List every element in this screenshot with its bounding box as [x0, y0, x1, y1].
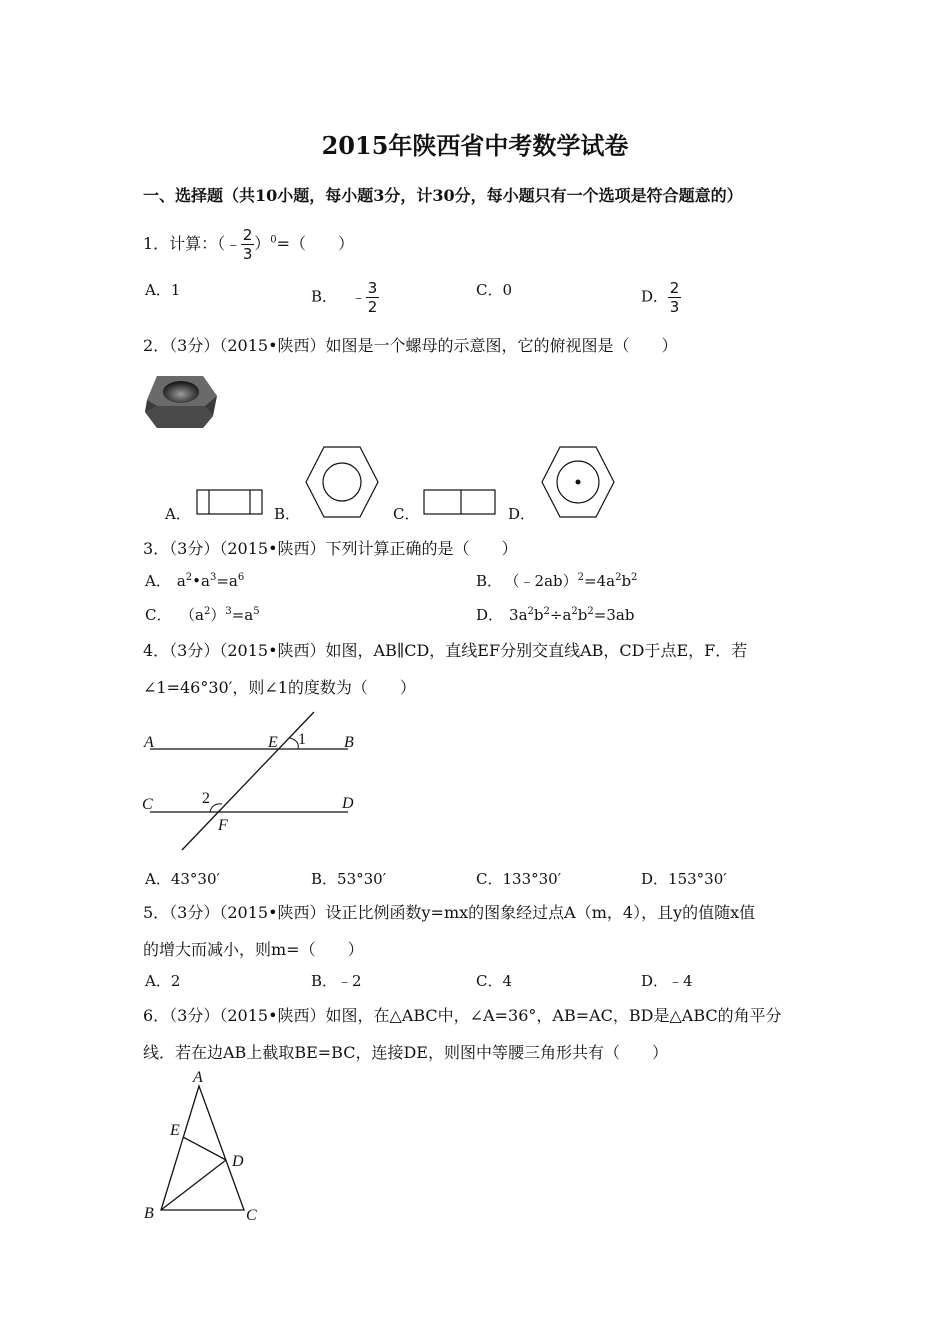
q4-label-c: C	[142, 796, 153, 813]
q2-option-d: D．	[508, 505, 536, 523]
question-5-line1: 5．（3分）（2015•陕西）设正比例函数y=mx的图象经过点A（m，4），且y的值随x值	[143, 903, 756, 922]
q4-label-1: 1	[298, 731, 306, 748]
section-heading: 一、选择题（共10小题，每小题3分，计30分，每小题只有一个选项是符合题意的）	[143, 186, 743, 205]
q1-fraction	[241, 226, 254, 263]
q3-d-label: D．	[476, 606, 504, 624]
q1-d-num: 2	[669, 279, 680, 297]
q1-frac-num: 2	[242, 226, 253, 244]
q2-figure-d	[540, 445, 616, 519]
q6-label-d: D	[232, 1153, 244, 1170]
q1-d-label: D．	[641, 287, 669, 306]
question-5-line2: 的增大而减小，则m=（ ）	[143, 940, 364, 959]
q3-option-b: B． $(﹣2ab)^2=4a^2b^2$	[476, 572, 638, 590]
q2-figure-c	[423, 489, 497, 517]
q4-label-e: E	[268, 734, 278, 751]
q4-label-a: A	[144, 734, 154, 751]
q2-option-c: C．	[393, 505, 420, 523]
question-2: 2．（3分）（2015•陕西）如图是一个螺母的示意图，它的俯视图是（ ）	[143, 336, 678, 355]
question-4-line2: ∠1=46°30′，则∠1的度数为（ ）	[143, 678, 416, 697]
q6-label-a: A	[193, 1069, 203, 1086]
q6-label-e: E	[170, 1122, 180, 1139]
q5-option-c: C．4	[476, 972, 513, 990]
q6-figure	[140, 1068, 265, 1228]
q6-label-c: C	[246, 1207, 257, 1224]
q4-option-b: B．53°30′	[311, 870, 387, 888]
q1-prefix: 1．计算：（	[143, 234, 226, 253]
q5-option-b: B．﹣2	[311, 972, 362, 990]
q4-label-2: 2	[202, 790, 210, 807]
q1-frac-den: 3	[242, 245, 253, 263]
q3-option-d: D． $3a^2b^2\div a^2b^2=3ab$	[476, 606, 635, 624]
q1-option-a: A．1	[145, 281, 181, 299]
q6-label-b: B	[144, 1205, 154, 1222]
q1-exponent: 0	[270, 234, 277, 246]
question-4-line1: 4．（3分）（2015•陕西）如图，AB∥CD，直线EF分别交直线AB，CD于点E，F．若	[143, 641, 748, 660]
q1-b-num: 3	[367, 279, 378, 297]
q1-b-sign: ﹣	[351, 287, 367, 306]
question-3: 3．（3分）（2015•陕西）下列计算正确的是（ ）	[143, 539, 518, 558]
q5-option-d: D．﹣4	[641, 972, 693, 990]
q1-suffix: =（ ）	[276, 234, 355, 253]
q3-b-label: B．	[476, 572, 503, 590]
q1-b-fraction	[366, 279, 379, 316]
q3-c-label: C．	[145, 606, 172, 624]
q2-option-b: B．	[274, 505, 301, 523]
q1-sign: ﹣	[225, 234, 242, 253]
q5-option-a: A．2	[145, 972, 181, 990]
q4-label-b: B	[344, 734, 354, 751]
question-1	[143, 226, 354, 263]
q1-d-den: 3	[669, 298, 680, 316]
page-title: 2015年陕西省中考数学试卷	[321, 131, 629, 160]
nut-image	[143, 372, 219, 432]
q2-figure-a	[196, 489, 264, 517]
q4-option-d: D．153°30′	[641, 870, 727, 888]
q4-label-f: F	[218, 817, 228, 834]
q1-b-den: 2	[367, 298, 378, 316]
q1-d-fraction	[668, 279, 681, 316]
q3-a-label: A．	[145, 572, 171, 590]
q1-b-label: B．	[311, 287, 338, 306]
q2-option-a: A．	[165, 505, 191, 523]
question-6-line2: 线．若在边AB上截取BE=BC，连接DE，则图中等腰三角形共有（ ）	[143, 1043, 668, 1062]
q4-option-c: C．133°30′	[476, 870, 562, 888]
q3-option-a: A． $a^2•a^3=a^6$	[145, 572, 245, 590]
q1-option-b	[311, 279, 379, 316]
question-6-line1: 6．（3分）（2015•陕西）如图，在△ABC中，∠A=36°，AB=AC，BD是△ABC的角平分	[143, 1006, 782, 1025]
q4-option-a: A．43°30′	[145, 870, 220, 888]
q1-option-d	[641, 279, 681, 316]
q2-figure-b	[304, 445, 380, 519]
q3-option-c: C． $(a^2)^3=a^5$	[145, 606, 260, 624]
q1-option-c: C．0	[476, 281, 513, 299]
q1-close: ）	[254, 234, 271, 253]
q4-label-d: D	[342, 795, 354, 812]
q4-figure	[140, 708, 365, 854]
